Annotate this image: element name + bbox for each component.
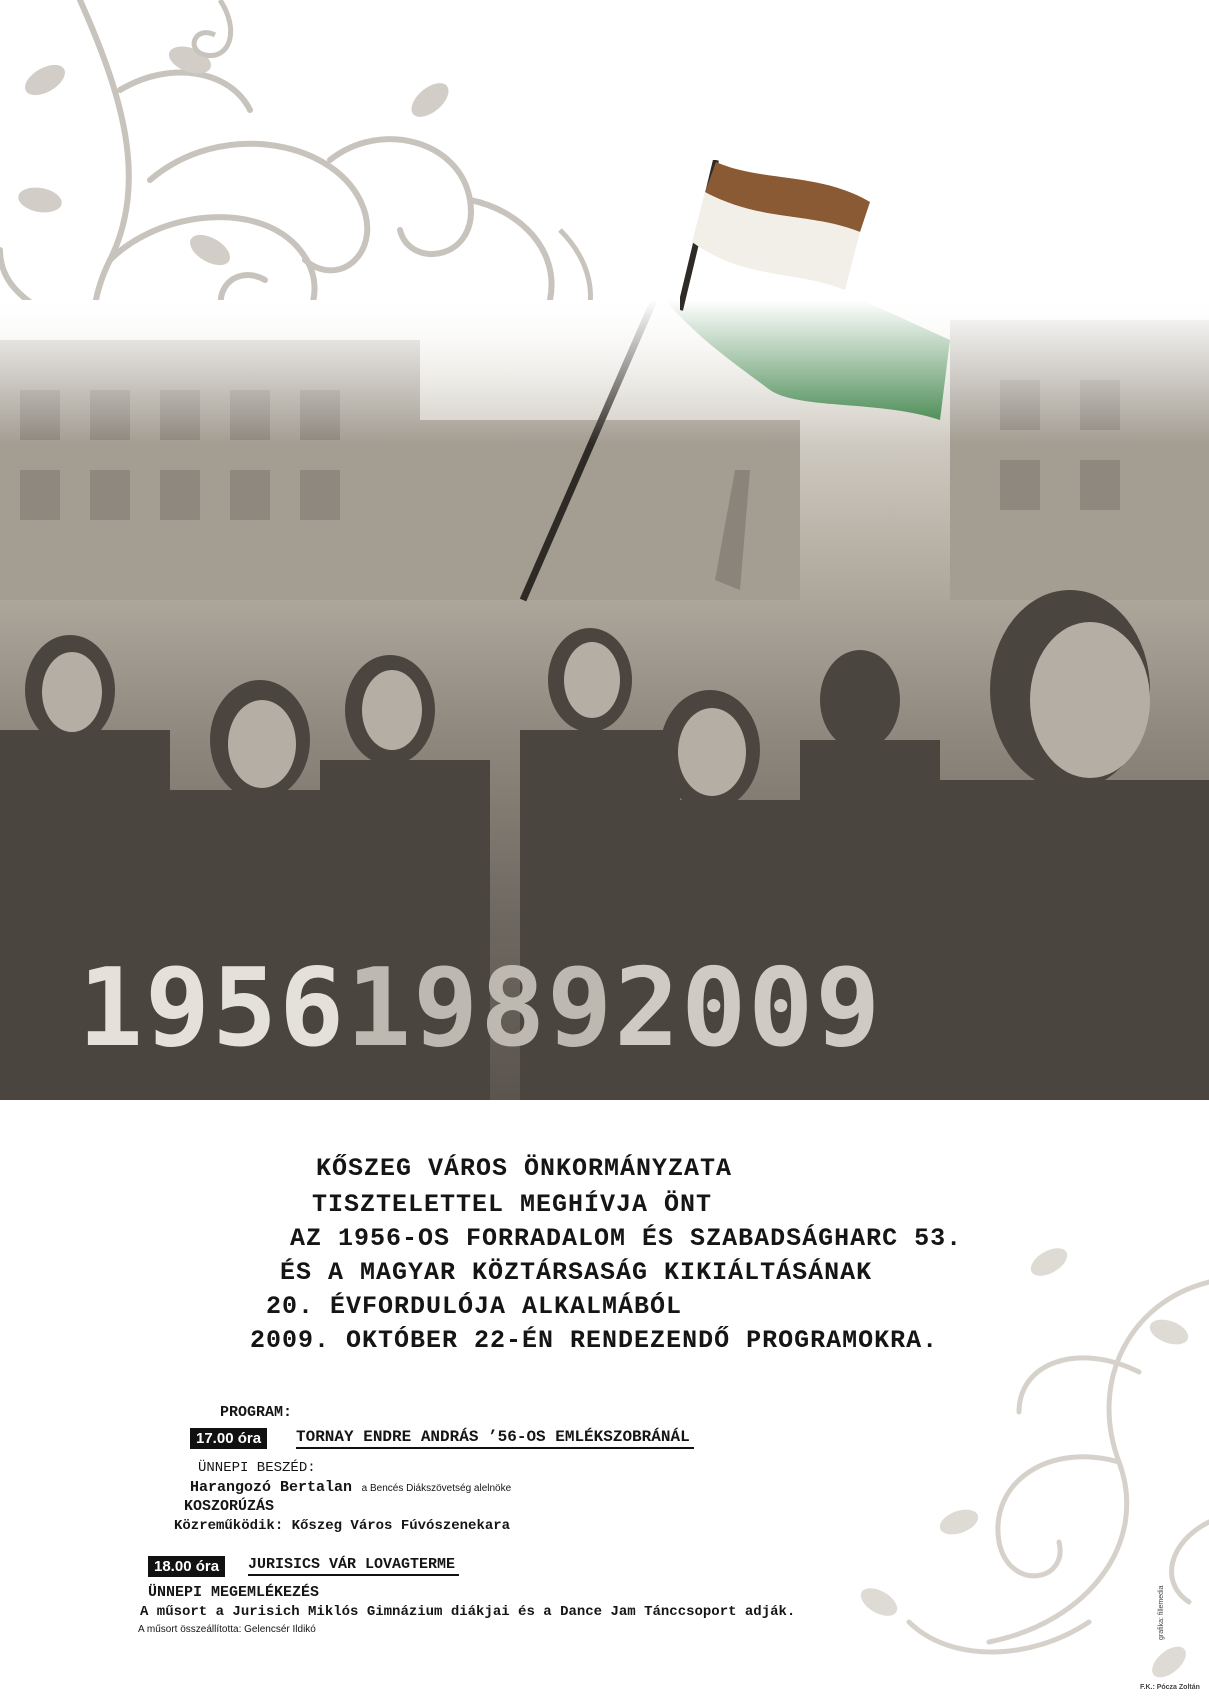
years-heading [78,946,883,1071]
program-heading: PROGRAM: [220,1404,293,1421]
event1-place: TORNAY ENDRE ANDRÁS ’56-OS EMLÉKSZOBRÁNÁL [296,1428,694,1449]
event2-compiler: A műsort összeállította: Gelencsér Ildikó [138,1624,316,1635]
event1-time-badge: 17.00 óra [190,1428,267,1449]
design-credit: grafika: fillemedia [1158,1585,1165,1640]
event1-speaker-role: a Bencés Diákszövetség alelnöke [361,1483,512,1494]
invitation-line-2: TISZTELETTEL MEGHÍVJA ÖNT [312,1190,713,1219]
event1-speaker-line [190,1478,511,1496]
event1-speaker: Harangozó Bertalan [190,1479,353,1496]
invitation-line-3: AZ 1956-OS FORRADALOM ÉS SZABADSÁGHARC 53. [290,1224,963,1253]
event2-title: ÜNNEPI MEGEMLÉKEZÉS [148,1584,320,1601]
event1-speech-label: ÜNNEPI BESZÉD: [198,1460,316,1476]
year-1956: 1956 [78,946,347,1071]
year-1989: 1989 [346,946,615,1071]
invitation-line-1: KŐSZEG VÁROS ÖNKORMÁNYZATA [316,1154,733,1183]
invitation-line-4: ÉS A MAGYAR KÖZTÁRSASÁG KIKIÁLTÁSÁNAK [280,1258,873,1287]
event2-performers: A műsort a Jurisich Miklós Gimnázium diákjai és a Dance Jam Tánccsoport adják. [140,1604,796,1620]
flag-top [680,160,980,320]
event2-place: JURISICS VÁR LOVAGTERME [248,1556,459,1576]
ornament-bottom-right [789,1222,1209,1702]
photo-credit: F.K.: Pócza Zoltán [1140,1684,1200,1691]
invitation-line-6: 2009. OKTÓBER 22-ÉN RENDEZENDŐ PROGRAMOKRA. [250,1326,939,1355]
event2-time-badge: 18.00 óra [148,1556,225,1577]
event1-contributor: Közreműködik: Kőszeg Város Fúvószenekara [174,1518,511,1534]
event1-wreath: KOSZORÚZÁS [184,1498,275,1515]
invitation-line-5: 20. ÉVFORDULÓJA ALKALMÁBÓL [266,1292,683,1321]
year-2009: 2009 [614,946,883,1071]
